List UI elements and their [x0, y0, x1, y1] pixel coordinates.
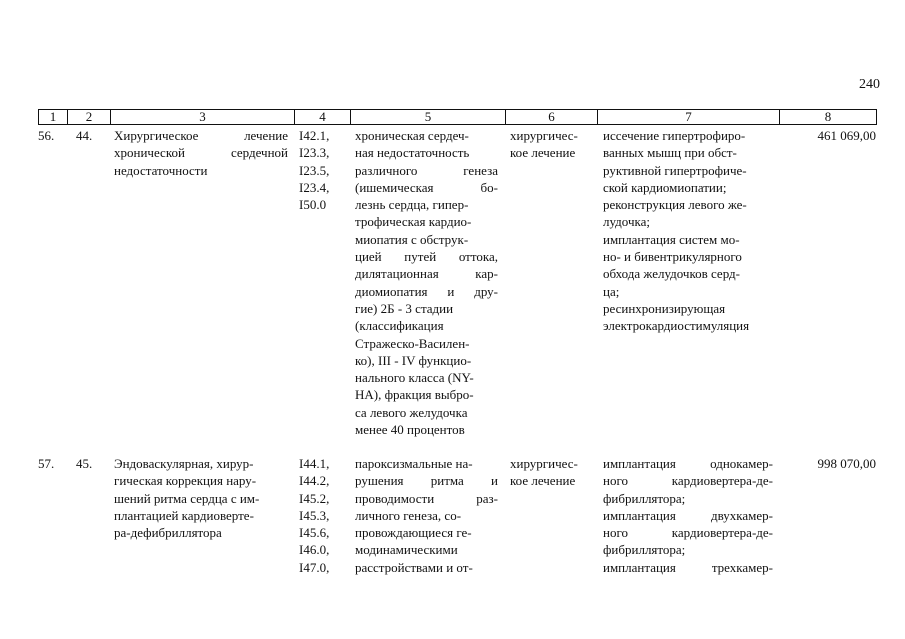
- method-line: иссечение гипертрофиро-: [603, 128, 746, 143]
- method-line: фибриллятора;: [603, 542, 686, 558]
- patient-model: [355, 127, 498, 438]
- col-header-5: 5: [350, 109, 506, 125]
- model-line: различного генеза: [355, 162, 498, 178]
- method-line: обхода желудочков серд-: [603, 266, 740, 282]
- model-line: хроническая сердеч-: [355, 128, 469, 143]
- model-line: провождающиеся ге-: [355, 525, 472, 541]
- model-line: миопатия с обструк-: [355, 231, 469, 247]
- method-line: руктивной гипертрофиче-: [603, 162, 747, 178]
- cost-value: 461 069,00: [817, 128, 876, 143]
- model-line: ная недостаточность: [355, 145, 470, 161]
- col-header-2: 2: [67, 109, 111, 125]
- method-line: ванных мышц при обст-: [603, 145, 737, 161]
- row-number: 57.: [38, 456, 55, 471]
- col-header-7: 7: [597, 109, 780, 125]
- treatment-name: [114, 455, 288, 541]
- method-line: фибриллятора;: [603, 490, 686, 506]
- patient-model: [355, 455, 498, 576]
- model-line: са левого желудочка: [355, 404, 468, 420]
- icd-code: I45.2,: [299, 490, 330, 506]
- icd-codes: [299, 127, 345, 213]
- model-line: (классификация: [355, 318, 444, 334]
- treatment-method: [603, 127, 773, 335]
- model-line: пароксизмальные на-: [355, 456, 473, 471]
- model-line: Стражеско-Василен-: [355, 335, 470, 351]
- icd-code: I46.0,: [299, 542, 330, 558]
- icd-code: I23.4,: [299, 179, 330, 195]
- method-line: реконструкция левого же-: [603, 197, 747, 213]
- cost-value: 998 070,00: [817, 456, 876, 471]
- treatment-method: [603, 455, 773, 576]
- model-line: проводимости раз-: [355, 490, 498, 506]
- method-line: ской кардиомиопатии;: [603, 179, 727, 195]
- model-line: рушения ритма и: [355, 473, 498, 489]
- model-line: лезнь сердца, гипер-: [355, 197, 469, 213]
- icd-code: I45.6,: [299, 525, 330, 541]
- model-line: дилятационная кар-: [355, 266, 498, 282]
- icd-code: I44.1,: [299, 456, 330, 471]
- method-line: имплантация двухкамер-: [603, 507, 773, 523]
- model-line: модинамическими: [355, 542, 458, 558]
- col-header-8: 8: [779, 109, 877, 125]
- col-header-1: 1: [38, 109, 68, 125]
- model-line: трофическая кардио-: [355, 214, 472, 230]
- model-line: расстройствами и от-: [355, 559, 473, 575]
- icd-code: I42.1,: [299, 128, 330, 143]
- model-line: нального класса (NY-: [355, 370, 474, 386]
- icd-codes: [299, 455, 345, 576]
- treatment-type-line: кое лечение: [510, 145, 576, 161]
- model-line: (ишемическая бо-: [355, 179, 498, 195]
- icd-code: I50.0: [299, 197, 327, 213]
- treatment-type-line: кое лечение: [510, 473, 576, 489]
- method-line: имплантация трехкамер-: [603, 559, 773, 575]
- group-number: 44.: [76, 128, 93, 143]
- icd-code: I23.5,: [299, 162, 330, 178]
- group-number: 45.: [76, 456, 93, 471]
- row-number: 56.: [38, 128, 55, 143]
- name-line: шений ритма сердца с им-: [114, 490, 260, 506]
- treatment-type-line: хирургичес-: [510, 456, 578, 471]
- model-line: менее 40 процентов: [355, 422, 465, 438]
- method-line: ного кардиовертера-де-: [603, 525, 773, 541]
- col-header-6: 6: [505, 109, 598, 125]
- method-line: электрокардиостимуляция: [603, 318, 750, 334]
- icd-code: I47.0,: [299, 559, 330, 575]
- name-line: плантацией кардиоверте-: [114, 507, 254, 523]
- treatment-type: [510, 455, 596, 490]
- model-line: личного генеза, со-: [355, 507, 462, 523]
- treatment-name: Хирургическое лечение хронической сердечной недостаточности: [114, 128, 288, 178]
- name-line: гическая коррекция нару-: [114, 473, 257, 489]
- treatment-type-line: хирургичес-: [510, 128, 578, 143]
- method-line: ца;: [603, 283, 620, 299]
- col-header-3: 3: [110, 109, 295, 125]
- page-number: 240: [859, 77, 880, 92]
- method-line: но- и бивентрикулярного: [603, 249, 742, 265]
- method-line: ного кардиовертера-де-: [603, 473, 773, 489]
- icd-code: I45.3,: [299, 507, 330, 523]
- method-line: имплантация систем мо-: [603, 231, 740, 247]
- model-line: HA), фракция выбро-: [355, 387, 474, 403]
- method-line: лудочка;: [603, 214, 650, 230]
- model-line: ко), III - IV функцио-: [355, 352, 472, 368]
- icd-code: I44.2,: [299, 473, 330, 489]
- model-line: диомиопатия и дру-: [355, 283, 498, 299]
- col-header-4: 4: [294, 109, 351, 125]
- model-line: гие) 2Б - 3 стадии: [355, 300, 454, 316]
- treatment-type: [510, 127, 596, 162]
- model-line: цией путей оттока,: [355, 249, 498, 265]
- icd-code: I23.3,: [299, 145, 330, 161]
- method-line: имплантация однокамер-: [603, 456, 773, 471]
- method-line: ресинхронизирующая: [603, 300, 726, 316]
- name-line: ра-дефибриллятора: [114, 525, 222, 541]
- name-line: Эндоваскулярная, хирур-: [114, 456, 254, 471]
